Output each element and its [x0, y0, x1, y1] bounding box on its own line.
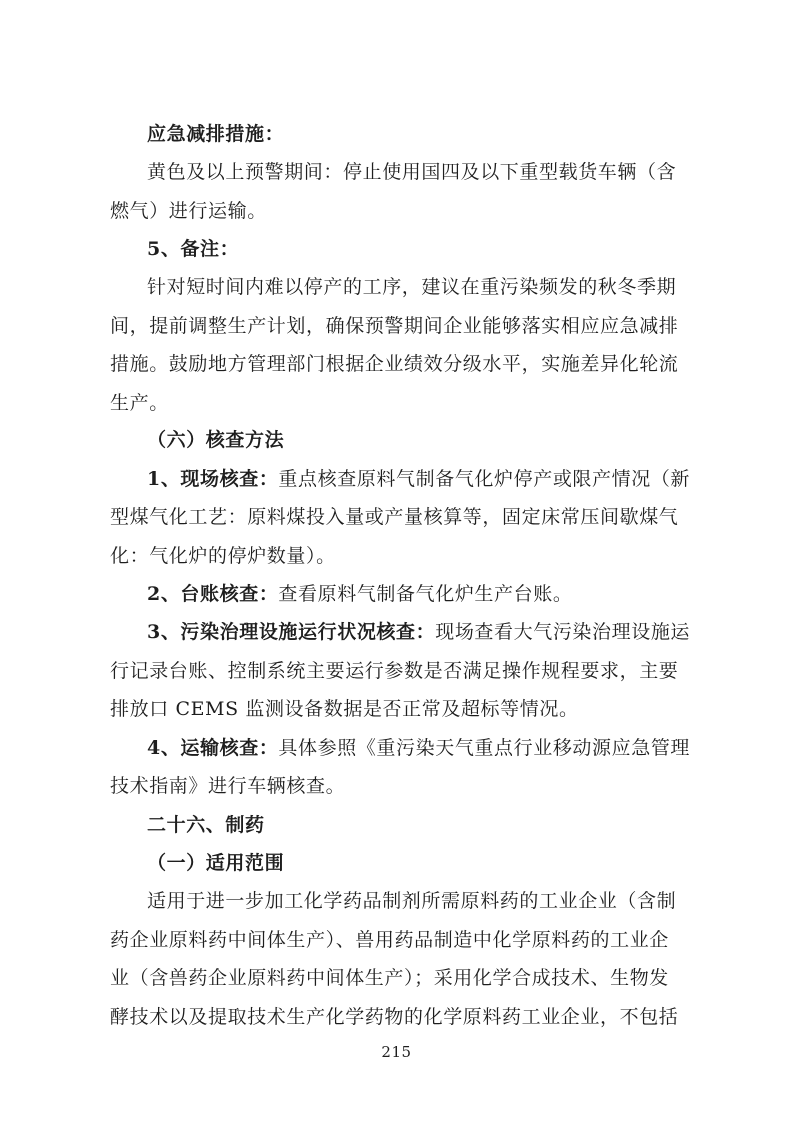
- remarks-heading: 5、备注：: [147, 238, 240, 260]
- scope-line-3: 业（含兽药企业原料药中间体生产）；采用化学合成技术、生物发: [110, 967, 669, 989]
- site-inspection-label: 1、现场核查：: [147, 468, 279, 490]
- site-inspection-text: 重点核查原料气制备气化炉停产或限产情况（新: [278, 468, 691, 490]
- scope-line-2: 药企业原料药中间体生产）、兽用药品制造中化学原料药的工业企: [110, 929, 669, 951]
- site-inspection-line-1: [147, 467, 793, 491]
- transport-inspection-label: 4、运输核查：: [147, 737, 279, 759]
- yellow-warning-line-2: 燃气）进行运输。: [110, 200, 267, 222]
- scope-heading: （一）适用范围: [147, 852, 285, 874]
- transport-inspection-text: 具体参照《重污染天气重点行业移动源应急管理: [278, 737, 691, 759]
- ledger-inspection-text: 查看原料气制备气化炉生产台账。: [278, 583, 573, 605]
- scope-line-1: 适用于进一步加工化学药品制剂所需原料药的工业企业（含制: [147, 890, 677, 912]
- ledger-inspection-label: 2、台账核查：: [147, 583, 279, 605]
- emergency-measures-heading: 应急减排措施：: [147, 123, 285, 145]
- site-inspection-line-3: 化：气化炉的停炉数量）。: [110, 545, 336, 567]
- transport-inspection-line-2: 技术指南》进行车辆核查。: [110, 775, 346, 797]
- scope-line-4: 酵技术以及提取技术生产化学药物的化学原料药工业企业，不包括: [110, 1006, 679, 1028]
- remarks-line-4: 生产。: [110, 392, 169, 414]
- remarks-line-2: 间，提前调整生产计划，确保预警期间企业能够落实相应应急减排: [110, 315, 679, 337]
- inspection-heading: （六）核查方法: [147, 429, 285, 451]
- transport-inspection-line-1: [147, 736, 793, 760]
- pollution-inspection-line-3: 排放口 CEMS 监测设备数据是否正常及超标等情况。: [110, 698, 579, 720]
- page-number: 215: [381, 1043, 412, 1061]
- yellow-warning-line-1: 黄色及以上预警期间：停止使用国四及以下重型载货车辆（含: [147, 161, 677, 183]
- pollution-inspection-text: 现场查看大气污染治理设施运: [435, 621, 691, 643]
- pharma-section-heading: 二十六、制药: [147, 814, 265, 836]
- pollution-inspection-line-2: 行记录台账、控制系统主要运行参数是否满足操作规程要求，主要: [110, 660, 679, 682]
- ledger-inspection-line: [147, 582, 793, 606]
- pollution-inspection-label: 3、污染治理设施运行状况核查：: [147, 621, 436, 643]
- remarks-line-1: 针对短时间内难以停产的工序，建议在重污染频发的秋冬季期: [147, 276, 677, 298]
- site-inspection-line-2: 型煤气化工艺：原料煤投入量或产量核算等，固定床常压间歇煤气: [110, 506, 679, 528]
- pollution-inspection-line-1: [147, 620, 793, 644]
- remarks-line-3: 措施。鼓励地方管理部门根据企业绩效分级水平，实施差异化轮流: [110, 353, 679, 375]
